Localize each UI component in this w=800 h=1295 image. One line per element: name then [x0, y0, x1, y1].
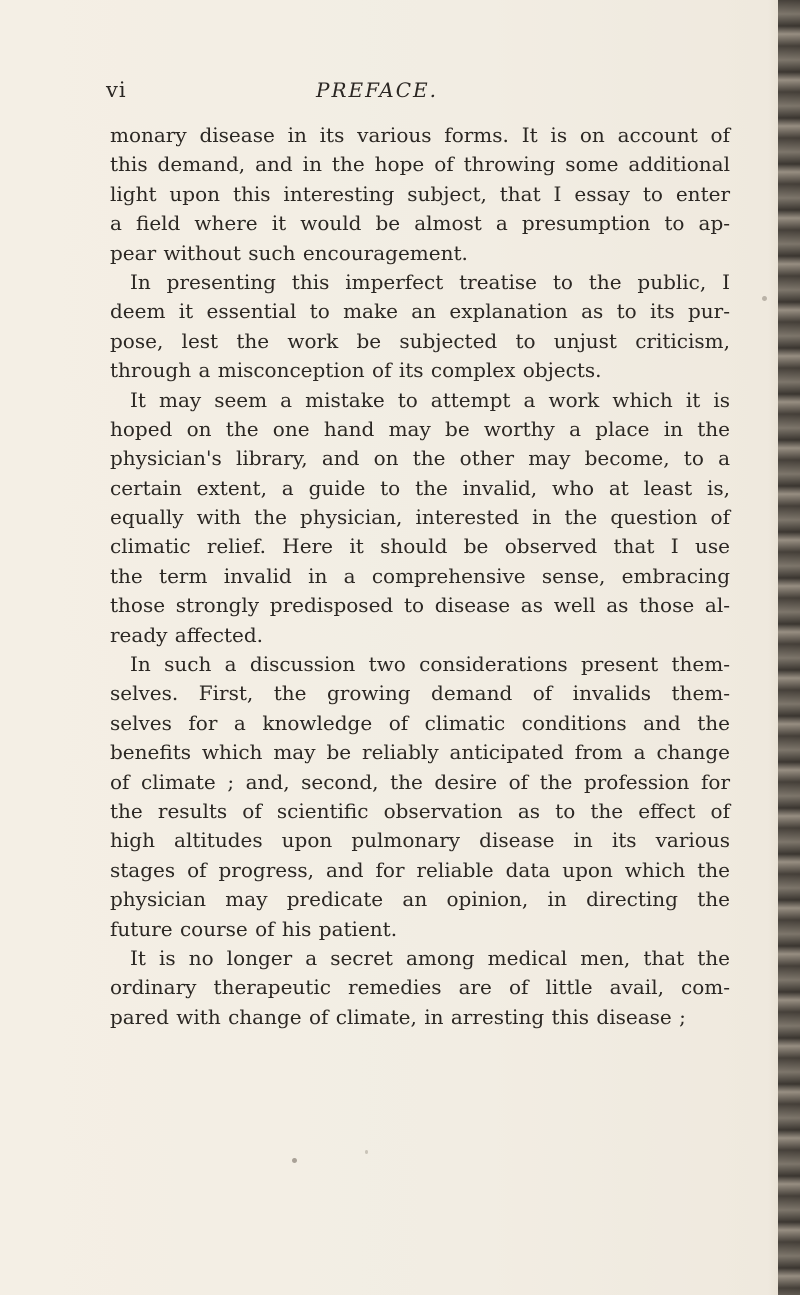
- page-number: vi: [106, 78, 127, 102]
- text-line: It may seem a mistake to attempt a work which it is: [130, 387, 730, 412]
- text-line: the results of scientific observation as to the effect of: [110, 798, 730, 823]
- text-line: climatic relief. Here it should be observed that I use: [110, 534, 730, 559]
- text-line: pared with change of climate, in arresting this disease ;: [110, 1004, 686, 1029]
- text-line: those strongly predisposed to disease as well as those al-: [110, 593, 730, 618]
- text-line: physician's library, and on the other may become, to a: [110, 446, 730, 471]
- text-line: through a misconception of its complex objects.: [110, 358, 602, 383]
- text-line: the term invalid in a comprehensive sense, embracing: [110, 563, 730, 588]
- running-title: PREFACE.: [316, 78, 438, 102]
- text-line: high altitudes upon pulmonary disease in its various: [110, 828, 730, 853]
- text-line: physician may predicate an opinion, in directing the: [110, 887, 730, 912]
- text-line: ready affected.: [110, 622, 263, 647]
- text-line: deem it essential to make an explanation as to its pur-: [110, 299, 730, 324]
- text-line: a field where it would be almost a presumption to ap-: [110, 211, 730, 236]
- body-text: [110, 121, 730, 1032]
- text-line: light upon this interesting subject, that I essay to enter: [110, 181, 730, 206]
- text-line: In presenting this imperfect treatise to the public, I: [130, 269, 730, 294]
- ink-speck: [365, 1150, 368, 1154]
- text-line: pear without such encouragement.: [110, 240, 468, 265]
- text-line: equally with the physician, interested in the question of: [110, 505, 730, 530]
- text-line: certain extent, a guide to the invalid, who at least is,: [110, 475, 730, 500]
- text-line: stages of progress, and for reliable data upon which the: [110, 857, 730, 882]
- running-head: [106, 78, 726, 108]
- text-line: selves. First, the growing demand of invalids them-: [110, 681, 730, 706]
- text-line: ordinary therapeutic remedies are of little avail, com-: [110, 975, 730, 1000]
- text-line: pose, lest the work be subjected to unjust criticism,: [110, 328, 730, 353]
- text-line: future course of his patient.: [110, 916, 398, 941]
- page-binding-edge: [778, 0, 800, 1295]
- text-line: hoped on the one hand may be worthy a place in the: [110, 416, 730, 441]
- ink-speck: [292, 1158, 297, 1163]
- ink-speck: [762, 296, 767, 301]
- text-line: In such a discussion two considerations present them-: [130, 652, 730, 677]
- text-line: It is no longer a secret among medical men, that the: [130, 945, 730, 970]
- text-line: monary disease in its various forms. It is on account of: [110, 123, 730, 147]
- text-line: benefits which may be reliably anticipated from a change: [110, 740, 730, 765]
- text-line: this demand, and in the hope of throwing some additional: [110, 152, 730, 177]
- text-line: selves for a knowledge of climatic conditions and the: [110, 710, 730, 735]
- text-line: of climate ; and, second, the desire of the profession for: [110, 769, 730, 794]
